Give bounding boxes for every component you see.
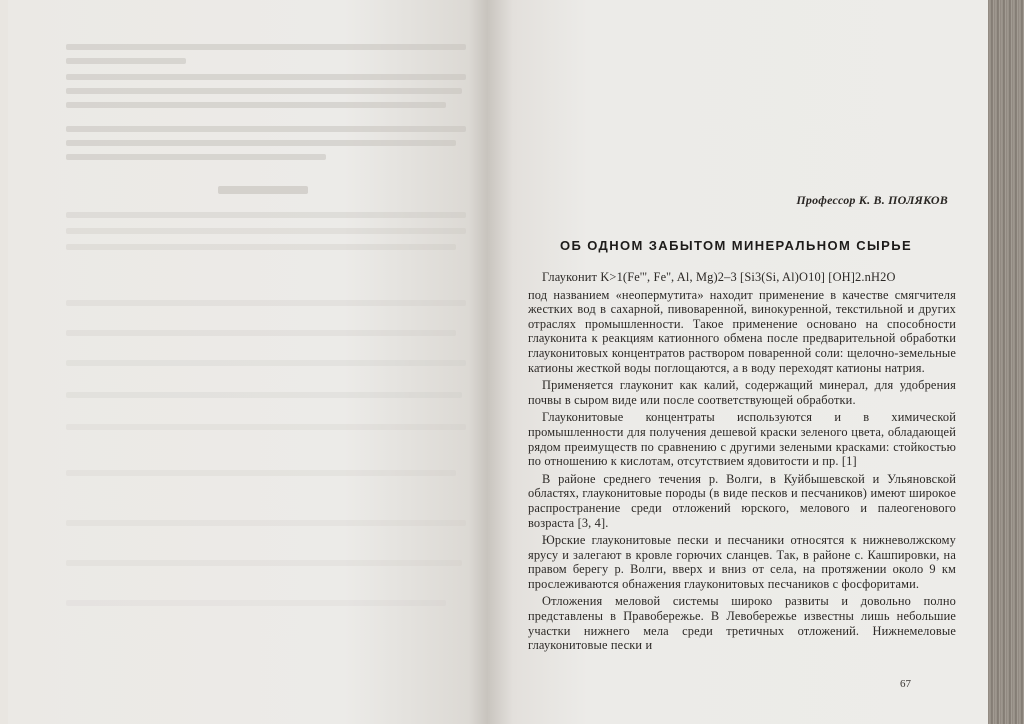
faded-text-line: [66, 58, 186, 64]
author-byline: Профессор К. В. ПОЛЯКОВ: [796, 193, 948, 207]
right-page: [488, 0, 988, 724]
faded-text-line: [66, 360, 466, 366]
faded-text-line: [66, 102, 446, 108]
faded-heading: [218, 186, 308, 194]
book-page-edges: [988, 0, 1024, 724]
chemical-formula: Глауконит K>1(Fe''', Fe'', Al, Mg)2–3 [Si3(Si, Al)O10] [OH]2.nH2O: [542, 270, 896, 284]
faded-text-line: [66, 424, 466, 430]
paragraph: Отложения меловой системы широко развиты и довольно полно представлены в Правобережье. В Левобережье известны лишь небольшие участки нижнего мела среди третичных отложений. Нижнемеловые глауконитовые пески и: [528, 594, 956, 653]
faded-text-line: [66, 126, 466, 132]
page-number: 67: [900, 678, 911, 690]
paragraph: В районе среднего течения р. Волги, в Куйбышевской и Ульяновской областях, глауконитовые породы (в виде песков и песчаников) имеют широкое распространение среди отложений юрского, мелового и палеогенового возраста [3, 4].: [528, 471, 956, 530]
faded-text-line: [66, 330, 456, 336]
faded-text-line: [66, 74, 466, 80]
faded-text-line: [66, 140, 456, 146]
faded-text-line: [66, 520, 466, 526]
faded-text-line: [66, 88, 462, 94]
faded-text-line: [66, 244, 456, 250]
paragraph: Глауконитовые концентраты используются и в химической промышленности для получения дешевой краски зеленого цвета, обладающей рядом преимуществ по сравнению с другими зелеными красками: стойкостью по отношению к кислотам, отсутствием ядовитости и пр. [1]: [528, 410, 956, 469]
left-page-faded: [8, 0, 488, 724]
faded-text-line: [66, 44, 466, 50]
article-title: ОБ ОДНОМ ЗАБЫТОМ МИНЕРАЛЬНОМ СЫРЬЕ: [559, 238, 913, 253]
article-body: [528, 270, 956, 653]
faded-text-line: [66, 470, 456, 476]
paragraph: под названием «неопермутита» находит применение в качестве смягчителя жестких вод в сахарной, пивоваренной, винокуренной, текстильной и других отраслях промышленности. Такое применение основано на способности глауконита к реакциям катионного обмена после предварительной обработки глауконитовых концентратов раствором поваренной соли: щелочно-земельные катионы жесткой воды поглощаются, а в воду переходят катионы натрия.: [528, 287, 956, 375]
faded-text-line: [66, 228, 466, 234]
faded-text-line: [66, 600, 446, 606]
faded-text-line: [66, 560, 462, 566]
faded-text-line: [66, 154, 326, 160]
paragraph: Применяется глауконит как калий, содержащий минерал, для удобрения почвы в сыром виде или после соответствующей обработки.: [528, 378, 956, 407]
faded-text-line: [66, 300, 466, 306]
formula-paragraph: [528, 270, 956, 285]
faded-text-line: [66, 392, 462, 398]
faded-text-line: [66, 212, 466, 218]
paragraph: Юрские глауконитовые пески и песчаники относятся к нижневолжскому ярусу и залегают в кровле горючих сланцев. Так, в районе с. Кашпировки, на правом берегу р. Волги, вверх и вниз от села, на протяжении около 9 км прослеживаются обнажения глауконитовых песчаников с фосфоритами.: [528, 533, 956, 591]
